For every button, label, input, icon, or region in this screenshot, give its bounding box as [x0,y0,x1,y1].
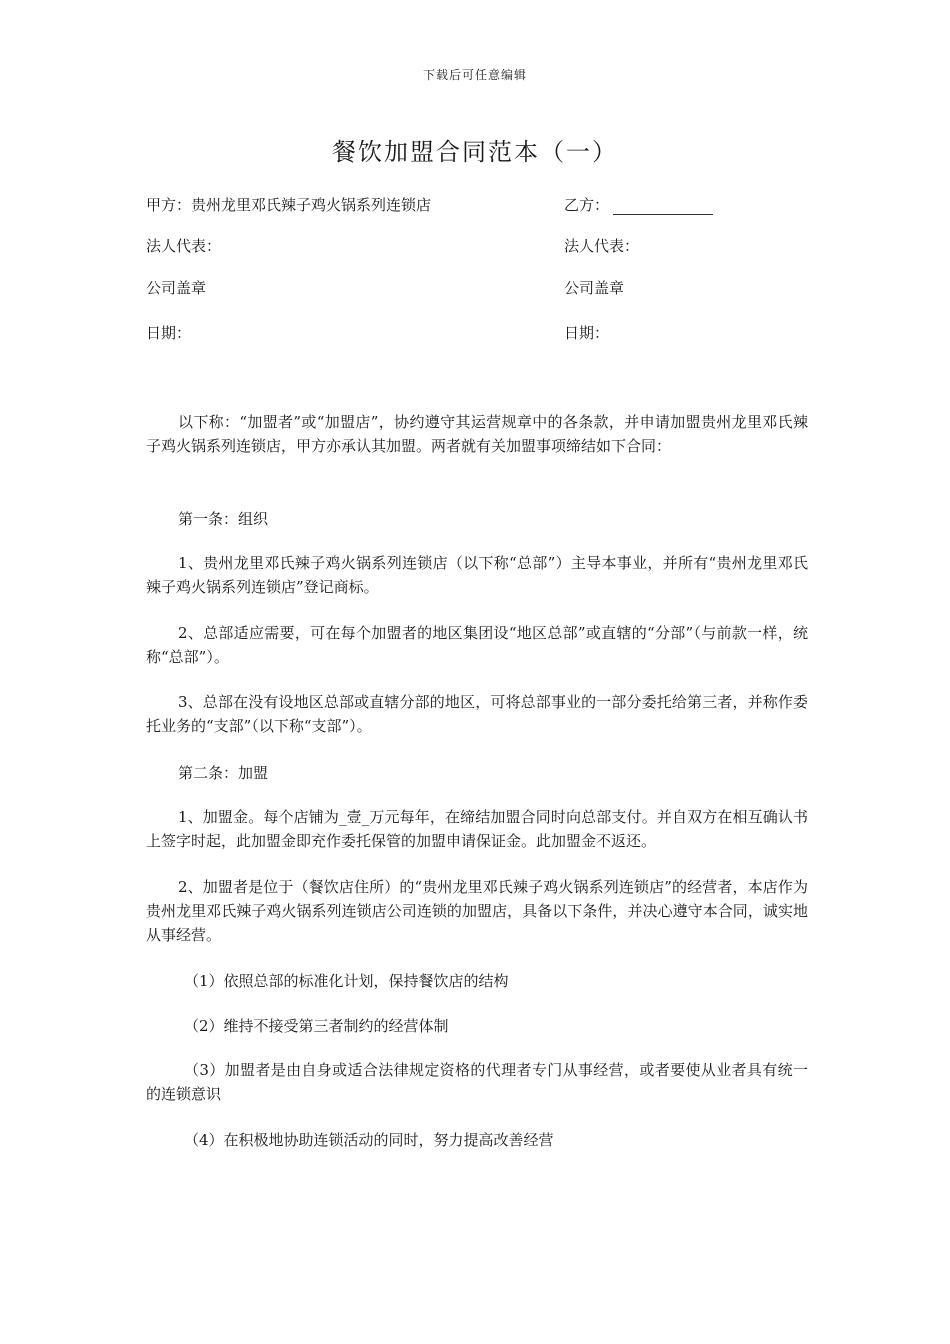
legal-rep-a: 法人代表： [146,237,222,255]
party-row-seal [146,277,826,301]
article-2-clause-2: 2、加盟者是位于（餐饮店住所）的“贵州龙里邓氏辣子鸡火锅系列连锁店”的经营者，本店作为贵州龙里邓氏辣子鸡火锅系列连锁店公司连锁的加盟店，具备以下条件，并决心遵守本合同，诚实地从事经营。 [146,878,808,944]
party-b-blank [613,200,713,215]
seal-a: 公司盖章 [146,279,207,297]
party-a: 甲方：贵州龙里邓氏辣子鸡火锅系列连锁店 [146,196,432,214]
article-2-heading: 第二条：加盟 [178,764,269,782]
article-1-heading: 第一条：组织 [178,510,269,528]
party-row-legal-rep [146,235,826,259]
preamble-paragraph: 以下称：“加盟者”或“加盟店”，协约遵守其运营规章中的各条款，并申请加盟贵州龙里邓氏辣子鸡火锅系列连锁店，甲方亦承认其加盟。两者就有关加盟事项缔结如下合同： [146,413,808,455]
party-b-label: 乙方： [564,196,610,214]
header-note: 下载后可任意编辑 [422,68,527,82]
legal-rep-b: 法人代表： [564,237,640,255]
condition-2: （2）维持不接受第三者制约的经营体制 [184,1017,449,1035]
date-a: 日期： [146,324,192,342]
party-row-names [146,194,826,218]
article-1-clause-1: 1、贵州龙里邓氏辣子鸡火锅系列连锁店（以下称“总部”）主导本事业，并所有“贵州龙里邓氏辣子鸡火锅系列连锁店”登记商标。 [146,554,808,596]
article-1-clause-2: 2、总部适应需要，可在每个加盟者的地区集团设“地区总部”或直辖的“分部”（与前款一样，统称“总部”）。 [146,624,808,666]
party-row-date [146,322,826,346]
condition-3: （3）加盟者是由自身或适合法律规定资格的代理者专门从事经营，或者要使从业者具有统一的连锁意识 [146,1061,808,1103]
party-b [564,194,713,215]
article-1-clause-3: 3、总部在没有设地区总部或直辖分部的地区，可将总部事业的一部分委托给第三者，并称作委托业务的“支部”（以下称“支部”）。 [146,693,808,735]
article-2-clause-1: 1、加盟金。每个店铺为_壹_万元每年，在缔结加盟合同时向总部支付。并自双方在相互确认书上签字时起，此加盟金即充作委托保管的加盟申请保证金。此加盟金不返还。 [146,808,808,850]
condition-1: （1）依照总部的标准化计划，保持餐饮店的结构 [184,972,509,990]
condition-4: （4）在积极地协助连锁活动的同时，努力提高改善经营 [184,1131,554,1149]
seal-b: 公司盖章 [564,279,625,297]
date-b: 日期： [564,324,610,342]
document-title: 餐饮加盟合同范本（一） [332,138,618,166]
